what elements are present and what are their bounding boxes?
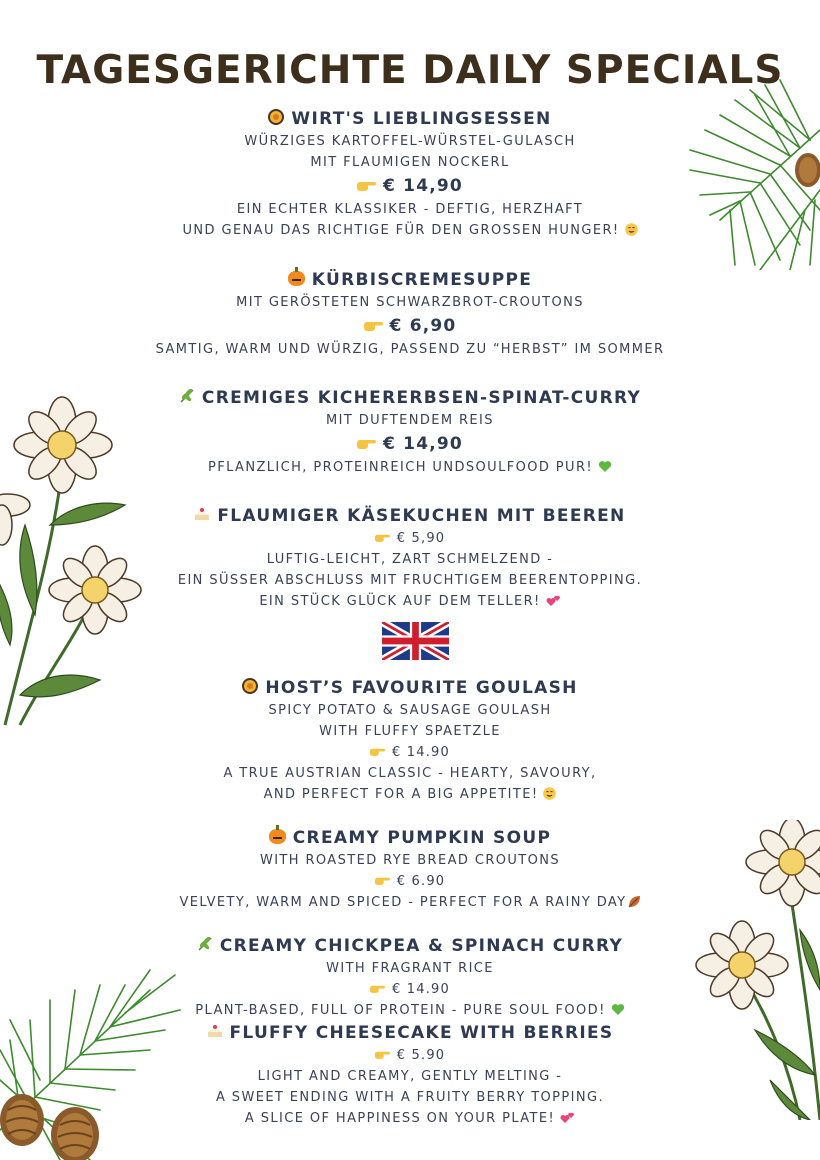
- dish-title: [0, 268, 820, 292]
- dish-note: EIN STÜCK GLÜCK AUF DEM TELLER!: [0, 591, 820, 612]
- pointing-hand-icon: [357, 179, 376, 192]
- uk-flag-icon: [382, 622, 449, 660]
- de-dish-1: [0, 107, 820, 241]
- pointing-hand-icon: [375, 875, 390, 886]
- dish-note: PLANT-BASED, FULL OF PROTEIN - PURE SOUL FOOD!: [0, 1000, 820, 1021]
- dish-name: WIRT'S LIEBLINGSESSEN: [291, 109, 552, 129]
- price-value: € 6,90: [389, 316, 457, 336]
- dish-note: EIN SÜSSER ABSCHLUSS MIT FRUCHTIGEM BEERENTOPPING.: [177, 573, 643, 588]
- de-dish-4: [0, 504, 820, 612]
- dish-price: [0, 1045, 820, 1066]
- dish-title: [0, 826, 820, 850]
- pointing-hand-icon: [370, 983, 385, 994]
- cake-icon: [194, 507, 210, 521]
- dish-title: [0, 386, 820, 410]
- dish-note: AND PERFECT FOR A BIG APPETITE!: [0, 784, 820, 805]
- dish-note: UND GENAU DAS RICHTIGE FÜR DEN GROSSEN HUNGER!: [0, 220, 820, 241]
- pointing-hand-icon: [375, 532, 390, 543]
- herb-icon: [179, 388, 195, 404]
- pointing-hand-icon: [357, 437, 376, 450]
- dish-price: [0, 871, 820, 892]
- two-hearts-emoji: [560, 1111, 575, 1124]
- pumpkin-icon: [288, 271, 305, 286]
- dish-note: LUFTIG-LEICHT, ZART SCHMELZEND -: [266, 552, 554, 567]
- dish-description: SPICY POTATO & SAUSAGE GOULASH: [268, 703, 552, 718]
- dish-title: [0, 107, 820, 131]
- dish-description: MIT DUFTENDEM REIS: [326, 413, 494, 428]
- dish-price: [0, 173, 820, 199]
- pumpkin-icon: [269, 829, 286, 844]
- dish-name: KÜRBISCREMESUPPE: [311, 270, 533, 290]
- herb-icon: [197, 936, 213, 952]
- de-dish-3: [0, 386, 820, 478]
- de-dish-2: [0, 268, 820, 360]
- price-value: € 5,90: [396, 531, 446, 546]
- en-dish-2: [0, 826, 820, 913]
- pointing-hand-icon: [364, 319, 383, 332]
- green-heart-emoji: [611, 1003, 625, 1016]
- dish-price: [0, 431, 820, 457]
- dish-title: [0, 504, 820, 528]
- en-dish-4: [0, 1021, 820, 1129]
- en-dish-3: [0, 934, 820, 1021]
- dish-description: WITH FLUFFY SPAETZLE: [319, 724, 501, 739]
- yum-face-emoji: [625, 223, 638, 236]
- price-value: € 14.90: [391, 745, 451, 760]
- dish-description: MIT GERÖSTETEN SCHWARZBROT-CROUTONS: [236, 295, 584, 310]
- dish-note: A TRUE AUSTRIAN CLASSIC - HEARTY, SAVOURY,: [223, 766, 597, 781]
- dish-note: SAMTIG, WARM UND WÜRZIG, PASSEND ZU “HERBST” IM SOMMER: [155, 342, 665, 357]
- dish-title: [0, 1021, 820, 1045]
- page-title: TAGESGERICHTE DAILY SPECIALS: [36, 48, 784, 93]
- dish-name: HOST’S FAVOURITE GOULASH: [265, 678, 578, 698]
- dish-note: EIN ECHTER KLASSIKER - DEFTIG, HERZHAFT: [236, 202, 584, 217]
- dish-note: LIGHT AND CREAMY, GENTLY MELTING -: [257, 1069, 563, 1084]
- fallen-leaf-emoji: [628, 895, 641, 908]
- dish-price: [0, 742, 820, 763]
- dish-name: CREAMY CHICKPEA & SPINACH CURRY: [219, 936, 624, 956]
- dish-description: WÜRZIGES KARTOFFEL-WÜRSTEL-GULASCH: [244, 134, 576, 149]
- green-heart-emoji: [598, 460, 612, 473]
- yum-face-emoji: [543, 787, 556, 800]
- skillet-icon: [242, 678, 258, 694]
- dish-name: FLAUMIGER KÄSEKUCHEN MIT BEEREN: [217, 506, 626, 526]
- dish-name: CREAMY PUMPKIN SOUP: [292, 828, 552, 848]
- price-value: € 6.90: [396, 874, 446, 889]
- dish-description: WITH FRAGRANT RICE: [326, 961, 494, 976]
- price-value: € 14,90: [383, 176, 463, 196]
- dish-price: [0, 313, 820, 339]
- dish-price: [0, 979, 820, 1000]
- dish-title: [0, 676, 820, 700]
- dish-note: VELVETY, WARM AND SPICED - PERFECT FOR A RAINY DAY: [0, 892, 820, 913]
- dish-name: FLUFFY CHEESECAKE WITH BERRIES: [229, 1023, 614, 1043]
- en-dish-1: [0, 676, 820, 805]
- dish-description: WITH ROASTED RYE BREAD CROUTONS: [259, 853, 561, 868]
- two-hearts-emoji: [546, 594, 561, 607]
- price-value: € 5.90: [396, 1048, 446, 1063]
- cake-icon: [207, 1024, 223, 1038]
- pointing-hand-icon: [370, 746, 385, 757]
- dish-title: [0, 934, 820, 958]
- dish-description: MIT FLAUMIGEN NOCKERL: [310, 155, 510, 170]
- skillet-icon: [268, 109, 284, 125]
- dish-note: PFLANZLICH, PROTEINREICH UNDSOULFOOD PUR!: [0, 457, 820, 478]
- dish-name: CREMIGES KICHERERBSEN-SPINAT-CURRY: [201, 388, 642, 408]
- dish-note: A SWEET ENDING WITH A FRUITY BERRY TOPPING.: [215, 1090, 605, 1105]
- pointing-hand-icon: [375, 1049, 390, 1060]
- dish-note: A SLICE OF HAPPINESS ON YOUR PLATE!: [0, 1108, 820, 1129]
- dish-price: [0, 528, 820, 549]
- price-value: € 14.90: [391, 982, 451, 997]
- price-value: € 14,90: [383, 434, 463, 454]
